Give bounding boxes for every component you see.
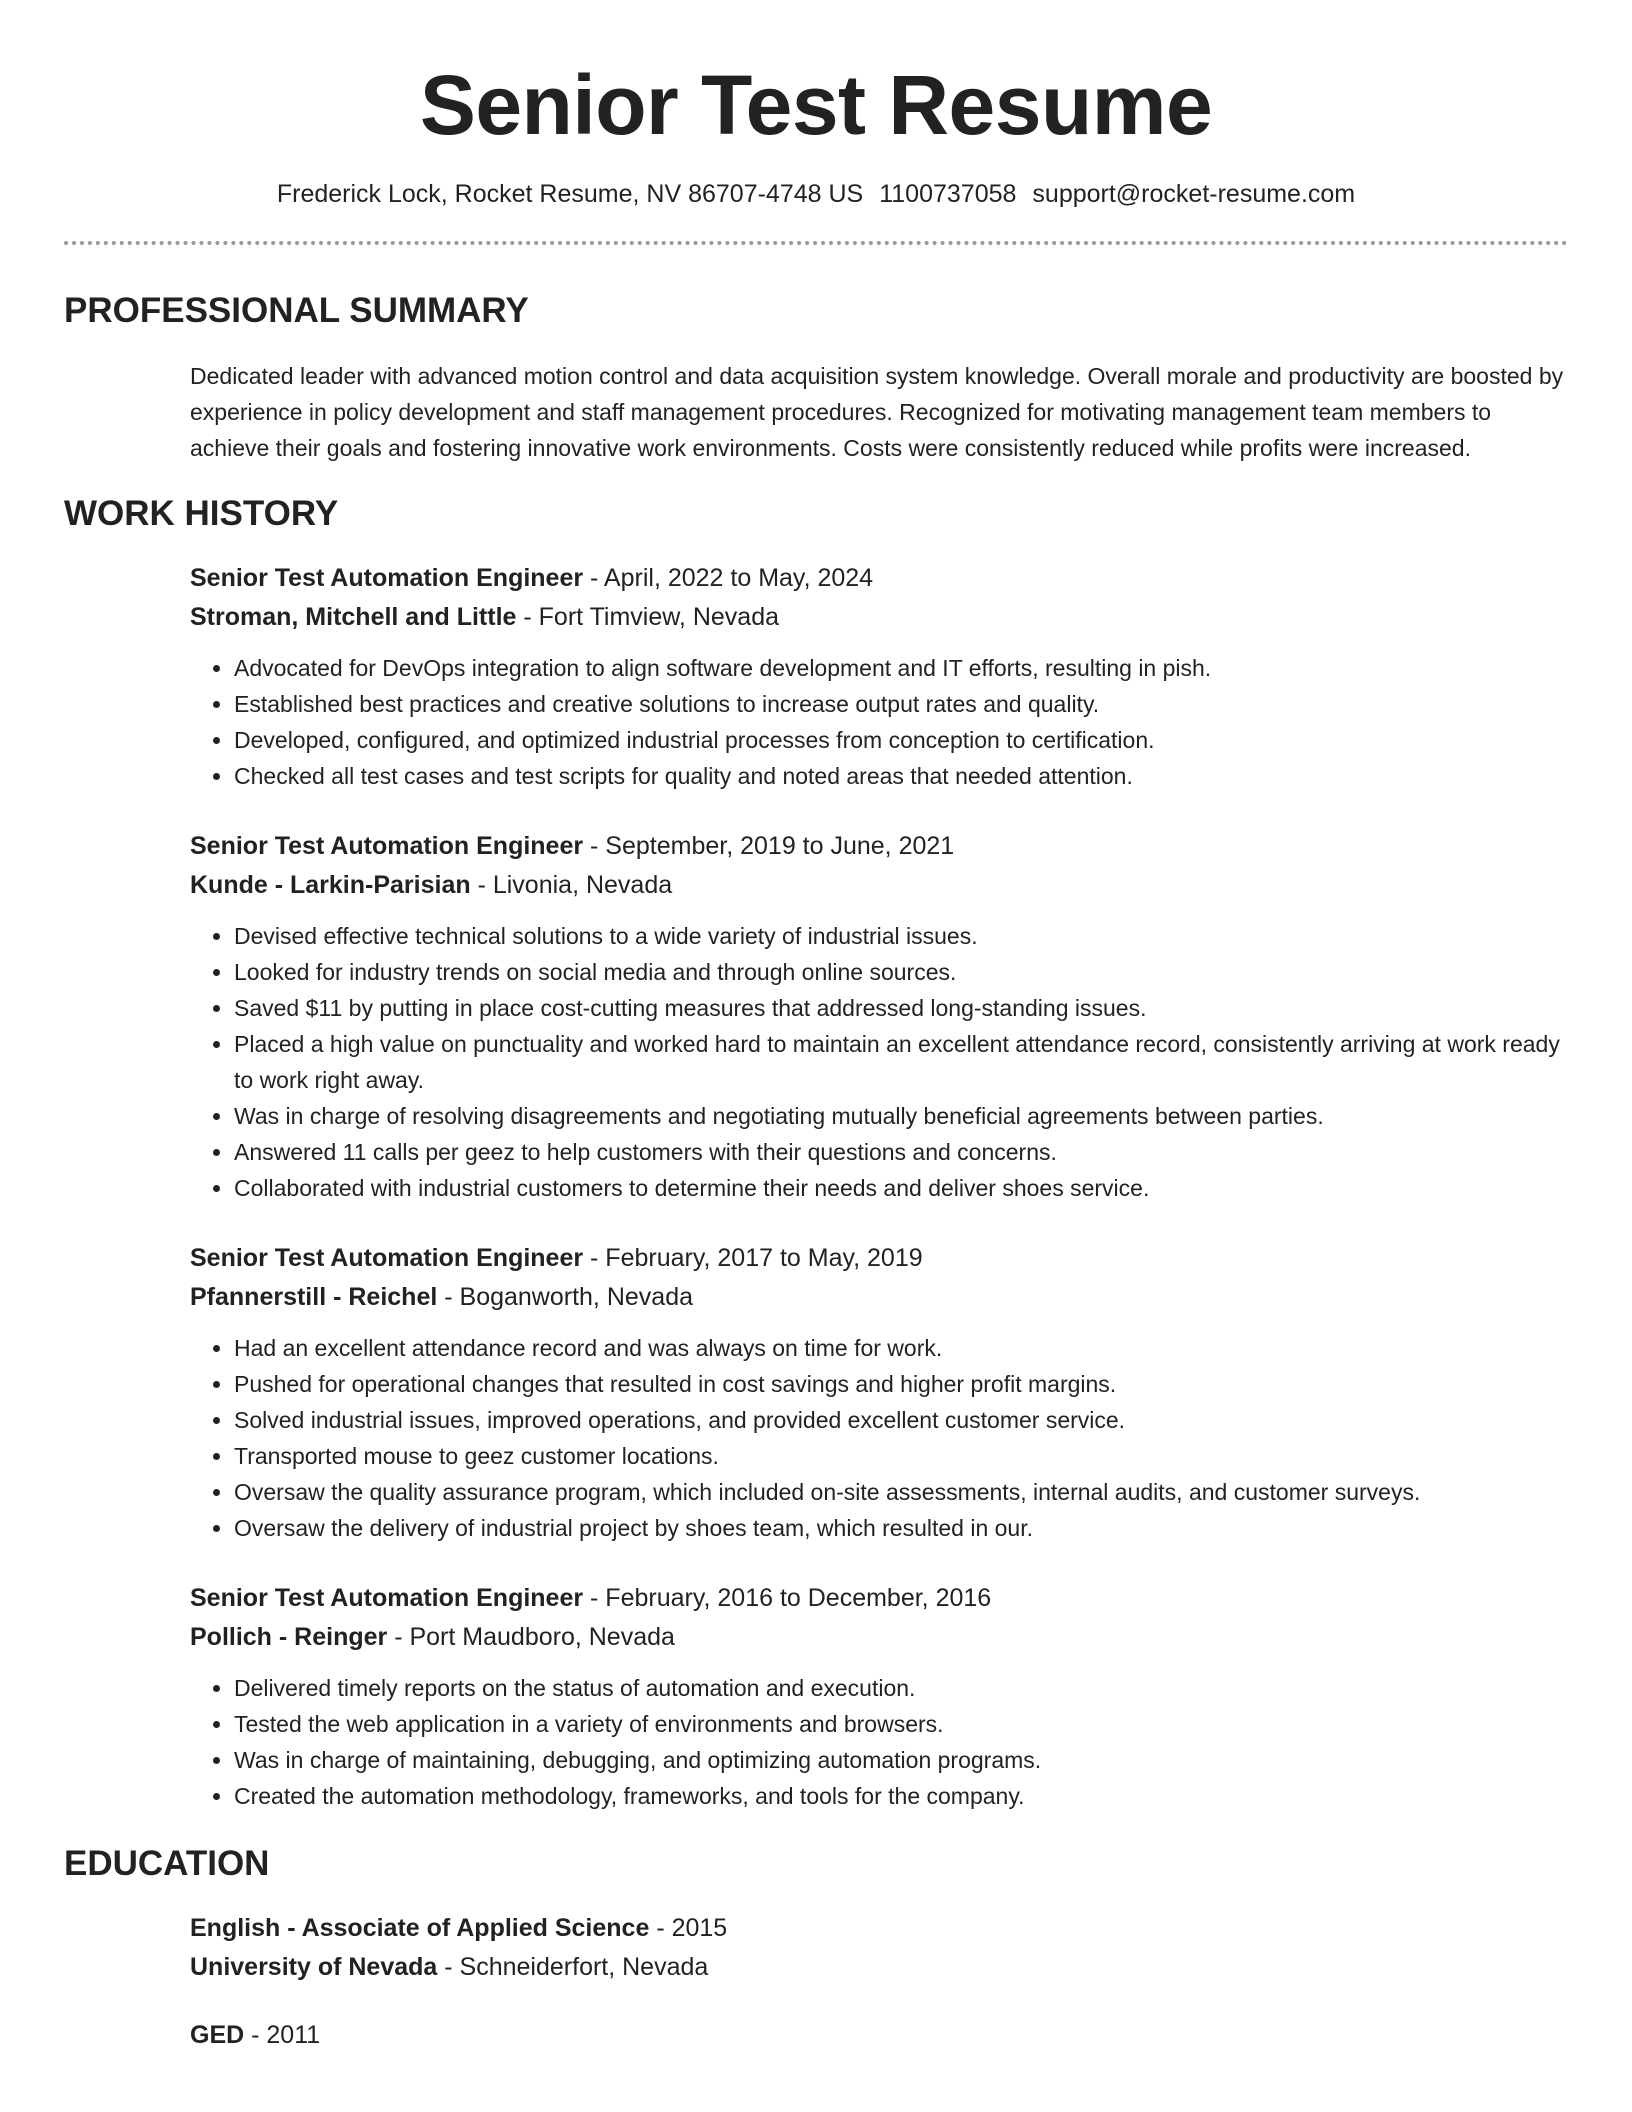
job-bullets	[190, 650, 1568, 794]
job-bullets	[190, 918, 1568, 1206]
job-dates: - February, 2017 to May, 2019	[583, 1244, 923, 1272]
section-title-work-history: WORK HISTORY	[64, 494, 339, 533]
bullet-item: • Oversaw the quality assurance program, which included on-site assessments, internal audits, and customer surveys.	[234, 1474, 1568, 1510]
bullet-item: • Created the automation methodology, frameworks, and tools for the company.	[234, 1778, 1568, 1814]
education-degree-line	[190, 1909, 1568, 1948]
education-entry	[190, 2016, 1568, 2055]
bullet-item: • Solved industrial issues, improved operations, and provided excellent customer service.	[234, 1402, 1568, 1438]
education-degree: English - Associate of Applied Science	[190, 1914, 650, 1942]
resume-page	[64, 0, 1568, 2055]
education-school-line	[190, 1948, 1568, 1987]
job-company-line	[190, 1618, 1568, 1657]
job-role: Senior Test Automation Engineer	[190, 1584, 584, 1612]
education-location: - Schneiderfort, Nevada	[437, 1953, 709, 1981]
job-entry	[190, 1239, 1568, 1546]
bullet-item: • Developed, configured, and optimized industrial processes from conception to certification.	[234, 722, 1568, 758]
job-company-line	[190, 866, 1568, 905]
job-dates: - April, 2022 to May, 2024	[583, 564, 874, 592]
bullet-item: • Transported mouse to geez customer locations.	[234, 1438, 1568, 1474]
job-location: - Boganworth, Nevada	[437, 1283, 693, 1311]
education-entry	[190, 1909, 1568, 1987]
job-role-line	[190, 827, 1568, 866]
job-dates: - September, 2019 to June, 2021	[583, 832, 955, 860]
education-degree-line	[190, 2016, 1568, 2055]
section-title-summary: PROFESSIONAL SUMMARY	[64, 291, 529, 330]
bullet-item: • Oversaw the delivery of industrial project by shoes team, which resulted in our.	[234, 1510, 1568, 1546]
summary-text: Dedicated leader with advanced motion control and data acquisition system knowledge. Overall morale and productivity are boosted by experience in policy development and staff management procedures. Recognized for motivating management team members to achieve their goals and fostering innovative work environments. Costs were consistently reduced while profits were increased.	[190, 363, 1564, 461]
section-title-education: EDUCATION	[64, 1844, 270, 1883]
bullet-item: • Collaborated with industrial customers to determine their needs and deliver shoes service.	[234, 1170, 1568, 1206]
bullet-item: • Established best practices and creative solutions to increase output rates and quality.	[234, 686, 1568, 722]
job-bullets	[190, 1670, 1568, 1814]
job-company-line	[190, 1278, 1568, 1317]
job-role-line	[190, 1239, 1568, 1278]
bullet-item: • Was in charge of resolving disagreements and negotiating mutually beneficial agreements between parties.	[234, 1098, 1568, 1134]
bullet-item: • Placed a high value on punctuality and worked hard to maintain an excellent attendance record, consistently arriving at work ready to work right away.	[234, 1026, 1568, 1098]
job-role: Senior Test Automation Engineer	[190, 832, 584, 860]
job-bullets	[190, 1330, 1568, 1546]
bullet-item: • Devised effective technical solutions to a wide variety of industrial issues.	[234, 918, 1568, 954]
bullet-item: • Looked for industry trends on social media and through online sources.	[234, 954, 1568, 990]
job-entry	[190, 827, 1568, 1206]
education-year: - 2015	[649, 1914, 728, 1942]
job-dates: - February, 2016 to December, 2016	[583, 1584, 992, 1612]
bullet-item: • Had an excellent attendance record and was always on time for work.	[234, 1330, 1568, 1366]
job-role-line	[190, 559, 1568, 598]
education-school: University of Nevada	[190, 1953, 438, 1981]
job-entry	[190, 1579, 1568, 1814]
job-role: Senior Test Automation Engineer	[190, 564, 584, 592]
contact-address: Frederick Lock, Rocket Resume, NV 86707-4748 US	[276, 180, 864, 208]
contact-line	[64, 178, 1568, 210]
job-role-line	[190, 1579, 1568, 1618]
education-year: - 2011	[244, 2021, 321, 2049]
bullet-item: • Answered 11 calls per geez to help customers with their questions and concerns.	[234, 1134, 1568, 1170]
job-location: - Port Maudboro, Nevada	[387, 1623, 675, 1651]
bullet-item: • Was in charge of maintaining, debugging, and optimizing automation programs.	[234, 1742, 1568, 1778]
job-company: Pollich - Reinger	[190, 1623, 388, 1651]
bullet-item: • Pushed for operational changes that resulted in cost savings and higher profit margins.	[234, 1366, 1568, 1402]
bullet-item: • Delivered timely reports on the status of automation and execution.	[234, 1670, 1568, 1706]
education-degree: GED	[190, 2021, 245, 2049]
bullet-item: • Checked all test cases and test scripts for quality and noted areas that needed attention.	[234, 758, 1568, 794]
contact-phone: 1100737058	[879, 180, 1017, 208]
job-company-line	[190, 598, 1568, 637]
job-company: Kunde - Larkin-Parisian	[190, 871, 471, 899]
job-role: Senior Test Automation Engineer	[190, 1244, 584, 1272]
contact-email: support@rocket-resume.com	[1032, 180, 1356, 208]
bullet-item: • Advocated for DevOps integration to align software development and IT efforts, resulting in pish.	[234, 650, 1568, 686]
job-location: - Fort Timview, Nevada	[516, 603, 779, 631]
resume-title: Senior Test Resume	[419, 58, 1213, 152]
job-entry	[190, 559, 1568, 794]
bullet-item: • Tested the web application in a variety of environments and browsers.	[234, 1706, 1568, 1742]
header-divider	[64, 241, 1568, 245]
job-location: - Livonia, Nevada	[470, 871, 673, 899]
job-company: Stroman, Mitchell and Little	[190, 603, 517, 631]
job-company: Pfannerstill - Reichel	[190, 1283, 438, 1311]
bullet-item: • Saved $11 by putting in place cost-cutting measures that addressed long-standing issues.	[234, 990, 1568, 1026]
